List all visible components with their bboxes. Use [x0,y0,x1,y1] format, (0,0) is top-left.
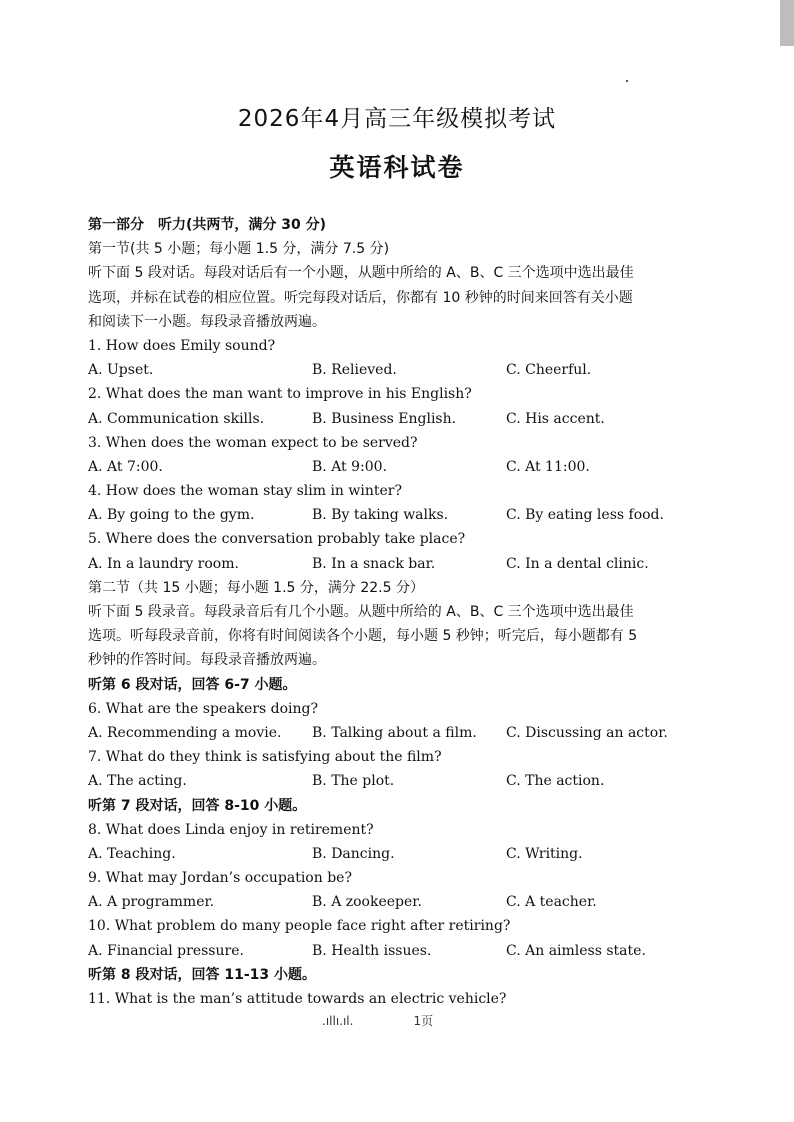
page-footer [322,1012,433,1029]
question-5: 5. Where does the conversation probably take place? [88,531,466,548]
section1-heading: 第一节(共 5 小题；每小题 1.5 分，满分 7.5 分) [88,241,390,258]
option-c: C. In a dental clinic. [506,555,649,572]
section2-instruction-line: 秒钟的作答时间。每段录音播放两遍。 [88,652,326,669]
option-c: C. Cheerful. [506,362,592,379]
option-b: B. Health issues. [312,942,432,959]
option-a: A. By going to the gym. [88,507,255,524]
page-number: 1页 [413,1014,434,1028]
option-a: A. Upset. [88,362,154,379]
question-11: 11. What is the man’s attitude towards an electric vehicle? [88,991,507,1007]
options-5 [88,552,708,576]
question-1: 1. How does Emily sound? [88,337,276,354]
section1-instruction-line: 听下面 5 段对话。每段对话后有一个小题，从题中所给的 A、B、C 三个选项中选出最佳 [88,265,634,282]
options-4 [88,503,708,527]
option-a: A. At 7:00. [88,458,163,475]
subject-title: 英语科试卷 [329,153,465,182]
question-10: 10. What problem do many people face right after retiring? [88,918,511,935]
options-6 [88,721,708,745]
option-c: C. His accent. [506,410,605,427]
question-9: 9. What may Jordan’s occupation be? [88,870,352,887]
options-9 [88,890,708,914]
option-c: C. An aimless state. [506,942,646,959]
question-4: 4. How does the woman stay slim in winter? [88,483,402,500]
option-c: C. At 11:00. [506,458,590,475]
options-10 [88,939,708,963]
exam-title: 2026年4月高三年级模拟考试 [237,106,557,132]
section1-instruction-line: 和阅读下一小题。每段录音播放两遍。 [88,313,326,330]
exam-content [88,213,708,1011]
option-a: A. A programmer. [88,894,215,911]
scan-edge-mark [780,0,794,46]
option-a: A. Communication skills. [88,410,265,427]
group-heading-6: 听第 6 段对话，回答 6-7 小题。 [88,676,297,693]
options-7 [88,769,708,793]
group-heading-8: 听第 8 段对话，回答 11-13 小题。 [88,966,317,983]
option-c: C. By eating less food. [506,507,664,524]
option-b: B. In a snack bar. [312,555,436,572]
option-b: B. At 9:00. [312,458,388,475]
option-b: B. The plot. [312,773,395,790]
options-3 [88,455,708,479]
option-a: A. Teaching. [88,845,176,862]
question-7: 7. What do they think is satisfying about the film? [88,749,442,766]
option-c: C. Discussing an actor. [506,724,668,741]
option-c: C. Writing. [506,845,583,862]
section2-heading: 第二节（共 15 小题；每小题 1.5 分，满分 22.5 分） [88,579,424,596]
option-a: A. In a laundry room. [88,555,239,572]
question-8: 8. What does Linda enjoy in retirement? [88,821,374,838]
option-b: B. A zookeeper. [312,894,422,911]
option-a: A. Financial pressure. [88,942,244,959]
question-2: 2. What does the man want to improve in his English? [88,386,472,403]
option-b: B. Relieved. [312,362,397,379]
options-1 [88,358,708,382]
option-c: C. A teacher. [506,894,597,911]
options-8 [88,842,708,866]
option-c: C. The action. [506,773,605,790]
option-a: A. The acting. [88,773,187,790]
options-2 [88,407,708,431]
option-a: A. Recommending a movie. [88,724,282,741]
option-b: B. Business English. [312,410,457,427]
section2-instruction-line: 选项。听每段录音前，你将有时间阅读各个小题，每小题 5 秒钟；听完后，每小题都有 5 [88,628,638,645]
question-3: 3. When does the woman expect to be served? [88,434,418,451]
section1-instruction-line: 选项，并标在试卷的相应位置。听完每段对话后，你都有 10 秒钟的时间来回答有关小题 [88,289,633,306]
question-6: 6. What are the speakers doing? [88,700,319,717]
option-b: B. Dancing. [312,845,395,862]
part1-heading: 第一部分 听力(共两节，满分 30 分) [88,217,327,233]
option-b: B. By taking walks. [312,507,449,524]
footer-mark: .ıllı.ıl. [322,1014,354,1028]
section2-instruction-line: 听下面 5 段录音。每段录音后有几个小题。从题中所给的 A、B、C 三个选项中选出最佳 [88,604,634,620]
group-heading-7: 听第 7 段对话，回答 8-10 小题。 [88,797,307,814]
scan-speck [626,80,628,82]
option-b: B. Talking about a film. [312,724,477,741]
